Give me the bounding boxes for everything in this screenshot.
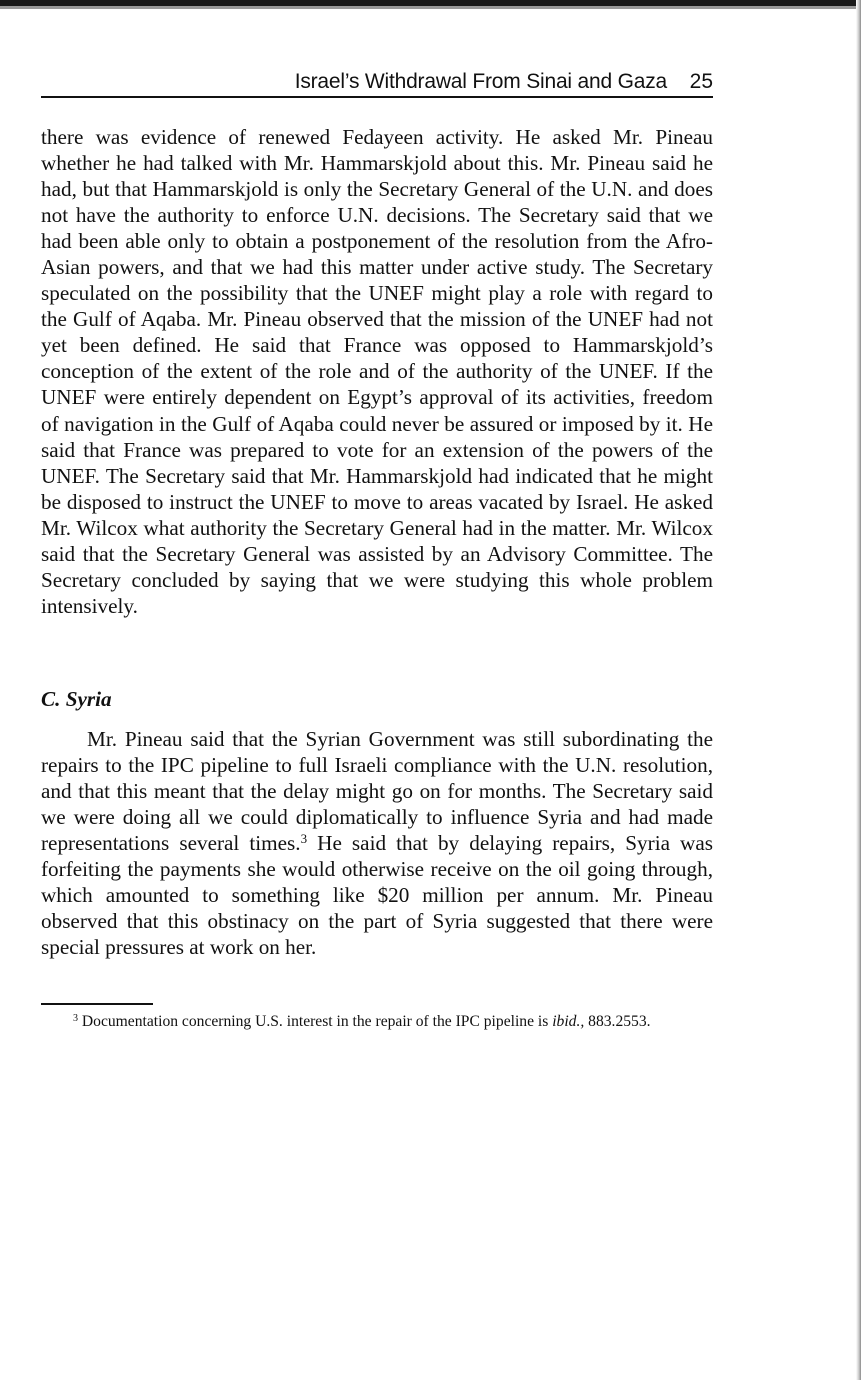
running-header — [41, 66, 713, 98]
paragraph-syria-text-a: Mr. Pineau said that the Syrian Government was still subordinating the repairs to the IPC pipeline to full Israeli compliance with the U.N. resolution, and that this meant that the delay might go on for months. The Secretary said we were doing all we could diplomatically to influence Syria and had made representations several times. — [41, 727, 713, 856]
footnote-divider — [41, 1003, 153, 1005]
paragraph-continuation: there was evidence of renewed Fedayeen activity. He asked Mr. Pineau whether he had talked with Mr. Hammarskjold about this. Mr. Pineau said he had, but that Hammarskjold is only the Secretary General of the U.N. and does not have the authority to enforce U.N. decisions. The Secretary said that we had been able only to obtain a postponement of the resolution from the Afro-Asian powers, and that we had this matter under active study. The Secretary speculated on the possibility that the UNEF might play a role with regard to the Gulf of Aqaba. Mr. Pineau observed that the mission of the UNEF had not yet been defined. He said that France was opposed to Hammarskjold’s conception of the extent of the role and of the authority of the UNEF. If the UNEF were entirely dependent on Egypt’s approval of its activities, freedom of navigation in the Gulf of Aqaba could never be assured or imposed by it. He said that France was prepared to vote for an extension of the powers of the UNEF. The Secretary said that Mr. Hammarskjold had indicated that he might be disposed to instruct the UNEF to move to areas vacated by Israel. He asked Mr. Wilcox what authority the Secretary General had in the matter. Mr. Wilcox said that the Secretary General was assisted by an Advisory Committee. The Secretary concluded by saying that we were studying this whole problem intensively. — [41, 125, 713, 618]
page-number: 25 — [689, 70, 713, 93]
footnote-text-a: Documentation concerning U.S. interest in the repair of the IPC pipeline is — [78, 1013, 553, 1030]
scan-right-edge — [856, 0, 861, 1380]
scan-top-shadow — [0, 6, 861, 9]
footnote-ibid: ibid., — [552, 1013, 585, 1030]
footnote-reference-3[interactable]: 3 — [300, 831, 308, 847]
paragraph-syria-text-b: He said that by delaying repairs, Syria was forfeiting the payments she would otherwise receive on the oil going through, which amounted to something like $20 million per annum. Mr. Pineau observed that this obstinacy on the part of Syria suggested that there were special pressures at work on her. — [41, 831, 713, 960]
footnote-mark: 3 — [73, 1013, 78, 1024]
running-title: Israel’s Withdrawal From Sinai and Gaza — [294, 70, 667, 93]
footnote-text-b: 883.2553. — [584, 1013, 651, 1030]
section-heading-syria: C. Syria — [41, 687, 112, 711]
footnote-3 — [41, 1012, 713, 1032]
paragraph-syria — [41, 726, 713, 960]
